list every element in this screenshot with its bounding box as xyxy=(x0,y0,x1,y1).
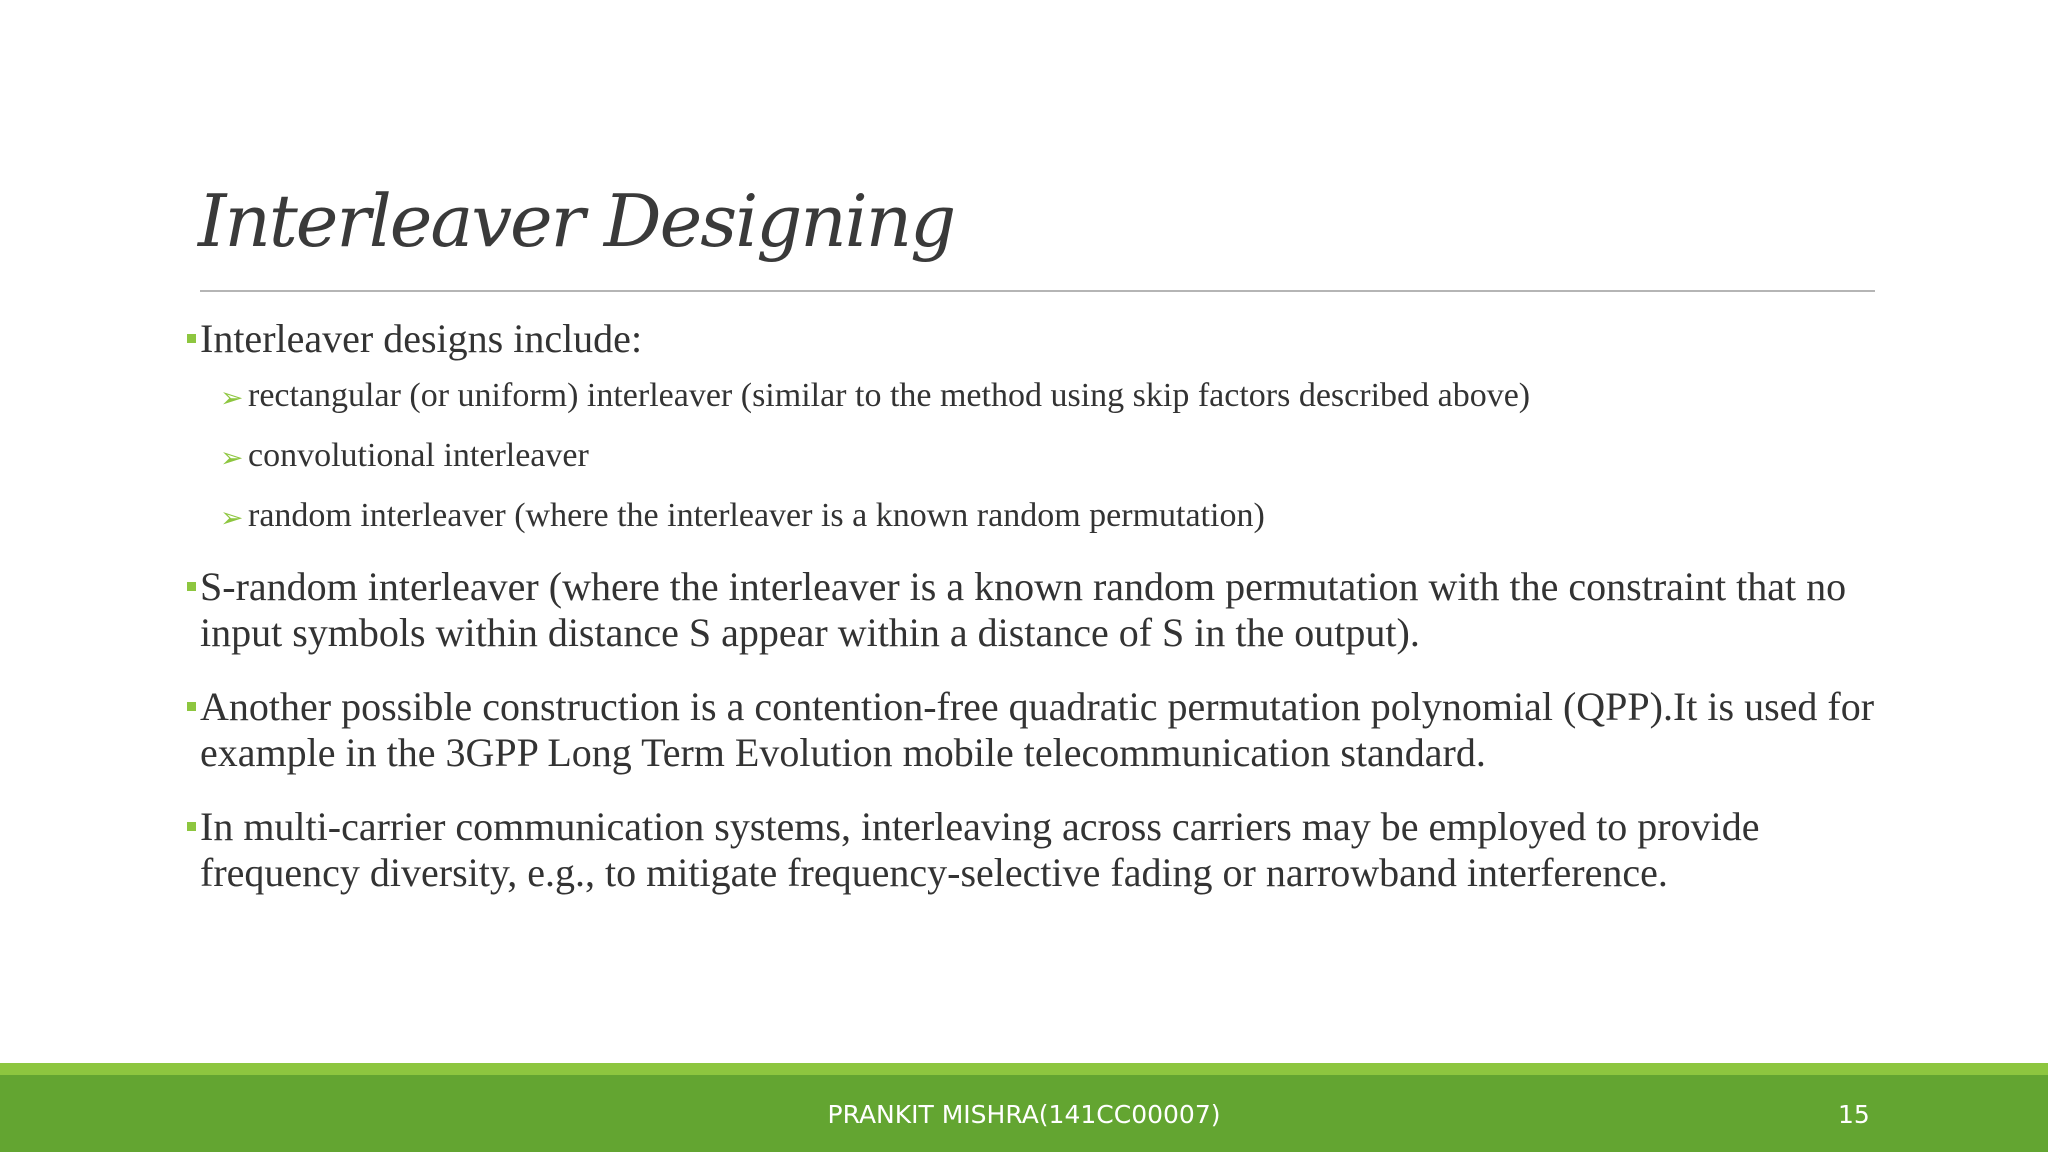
sub-bullet-text: convolutional interleaver xyxy=(248,437,589,474)
bullet-text: Another possible construction is a contention-free quadratic permutation polynomial (QPP).It is used for example in the 3GPP Long Term Evolution mobile telecommunication standard. xyxy=(200,684,1875,775)
bullet-text: S-random interleaver (where the interleaver is a known random permutation with the constraint that no input symbols within distance S appear within a distance of S in the output). xyxy=(200,564,1847,655)
footer-accent-strip xyxy=(0,1063,2048,1075)
bullet-item xyxy=(185,684,1885,776)
slide-title: Interleaver Designing xyxy=(198,179,955,263)
page-number: 15 xyxy=(1838,1100,1870,1129)
sub-bullet-text: rectangular (or uniform) interleaver (similar to the method using skip factors described above) xyxy=(248,377,1531,414)
arrow-bullet-icon: ➢ xyxy=(220,381,244,414)
square-bullet-icon xyxy=(187,822,196,831)
sub-bullet-item xyxy=(185,376,1885,416)
sub-bullet-item xyxy=(185,436,1885,476)
title-divider xyxy=(200,290,1875,292)
arrow-bullet-icon: ➢ xyxy=(220,441,244,474)
bullet-item xyxy=(185,316,1885,362)
footer-author: PRANKIT MISHRA(141CC00007) xyxy=(827,1100,1221,1129)
square-bullet-icon xyxy=(187,334,196,343)
bullet-item xyxy=(185,564,1885,656)
square-bullet-icon xyxy=(187,582,196,591)
bullet-text: In multi-carrier communication systems, interleaving across carriers may be employed to provide frequency diversity, e.g., to mitigate frequency-selective fading or narrowband interference. xyxy=(200,804,1760,895)
bullet-item xyxy=(185,804,1885,896)
square-bullet-icon xyxy=(187,702,196,711)
sub-bullet-text: random interleaver (where the interleaver is a known random permutation) xyxy=(248,497,1265,534)
sub-bullet-item xyxy=(185,496,1885,536)
arrow-bullet-icon: ➢ xyxy=(220,501,244,534)
bullet-text: Interleaver designs include: xyxy=(200,316,643,361)
slide-content xyxy=(185,316,1885,896)
